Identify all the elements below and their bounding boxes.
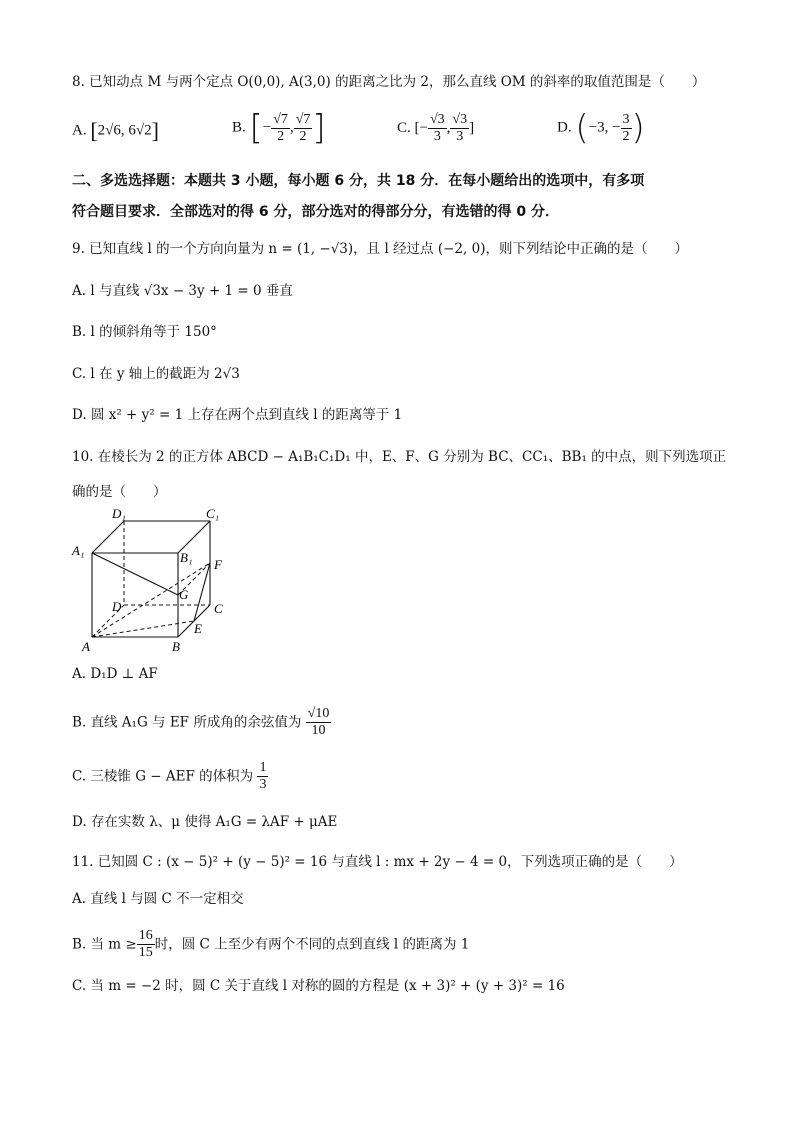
q11-b-num: 16: [138, 928, 153, 943]
q9-option-b: B. l 的倾斜角等于 150°: [72, 324, 217, 340]
q10-b-num: √10: [307, 706, 330, 721]
q8-a-label: A.: [72, 122, 87, 139]
q8-c-num1: √3: [429, 112, 445, 127]
q11-b-post: 时，圆 C 上至少有两个不同的点到直线 l 的距离为 1: [154, 936, 470, 953]
q10-option-c: [72, 760, 268, 793]
q11-option-c: C. 当 m = −2 时，圆 C 关于直线 l 对称的圆的方程是 (x + 3)² + (y + 3)² = 16: [72, 978, 565, 994]
q8-stem: 8. 已知动点 M 与两个定点 O(0,0), A(3,0) 的距离之比为 2，那么直线 OM 的斜率的取值范围是（ ）: [72, 74, 706, 90]
q10-option-b: [72, 706, 331, 739]
q11-b-den: 15: [138, 945, 153, 960]
q10-b-text: B. 直线 A₁G 与 EF 所成角的余弦值为: [72, 714, 302, 731]
q10-c-den: 3: [259, 777, 267, 792]
label-A1: A₁: [72, 543, 85, 558]
q8-c-label: C.: [397, 119, 411, 136]
q11-option-b: [72, 928, 469, 961]
label-B1: B₁: [180, 550, 193, 565]
q10-b-den: 10: [311, 723, 326, 738]
q10-option-d: D. 存在实数 λ、μ 使得 A₁G = λAF + μAE: [72, 814, 338, 830]
label-C: C: [214, 601, 223, 616]
q11-b-pre: B. 当 m ≥: [72, 936, 137, 953]
q9-option-d: D. 圆 x² + y² = 1 上存在两个点到直线 l 的距离等于 1: [72, 407, 403, 423]
cube-figure: [70, 505, 240, 655]
q9-stem: 9. 已知直线 l 的一个方向向量为 n = (1, −√3)，且 l 经过点 (−2, 0)，则下列结论中正确的是（ ）: [72, 241, 688, 257]
q8-d-num: 3: [622, 111, 630, 127]
section2-line2: 符合题目要求．全部选对的得 6 分，部分选对的得部分分，有选错的得 0 分．: [72, 204, 559, 220]
q11-option-a: A. 直线 l 与圆 C 不一定相交: [72, 891, 244, 907]
section2-line1: 二、多选选择题：本题共 3 小题，每小题 6 分，共 18 分．在每小题给出的选项中，有多项: [72, 173, 645, 189]
q8-b-den1: 2: [277, 128, 285, 144]
q10-c-num: 1: [259, 760, 267, 775]
q8-d-den: 2: [622, 128, 630, 144]
label-A: A: [82, 639, 90, 654]
q8-option-a: A. [2√6, 6√2]: [72, 118, 159, 143]
q8-a-value: 2√6, 6√2: [97, 122, 152, 139]
q11-stem: 11. 已知圆 C : (x − 5)² + (y − 5)² = 16 与直线 l : mx + 2y − 4 = 0，下列选项正确的是（ ）: [72, 854, 683, 870]
q8-b-den2: 2: [299, 128, 307, 144]
q9-option-c: C. l 在 y 轴上的截距为 2√3: [72, 366, 240, 382]
label-B: B: [172, 639, 180, 654]
q10-stem-line2: 确的是（ ）: [72, 484, 167, 500]
label-E: E: [194, 621, 202, 636]
label-D: D: [112, 599, 122, 614]
label-D1: D₁: [112, 506, 126, 521]
q8-d-label: D.: [557, 119, 572, 136]
q10-c-text: C. 三棱锥 G − AEF 的体积为: [72, 768, 254, 785]
label-F: F: [214, 557, 222, 572]
q8-b-num2: √7: [295, 111, 311, 127]
q10-stem-line1: 10. 在棱长为 2 的正方体 ABCD − A₁B₁C₁D₁ 中，E、F、G 分别为 BC、CC₁、BB₁ 的中点，则下列选项正: [72, 449, 727, 465]
q8-d-pre: −3, −: [588, 119, 621, 136]
q9-option-a: A. l 与直线 √3x − 3y + 1 = 0 垂直: [72, 283, 293, 299]
q8-option-c: C. [− $\frac{√3}{3}$ , $\frac{√3}{3}$ ]: [397, 112, 475, 144]
q8-c-den1: 3: [433, 129, 441, 144]
q10-option-a: A. D₁D ⊥ AF: [72, 666, 158, 682]
q8-c-num2: √3: [452, 112, 468, 127]
q8-b-num1: √7: [273, 111, 288, 127]
q8-option-b: B. [− $\frac{√7}{2}$ , $\frac{√7}{2}$ ]: [232, 108, 326, 148]
label-C1: C₁: [206, 506, 220, 521]
q8-c-den2: 3: [456, 129, 464, 144]
q8-b-label: B.: [232, 119, 246, 136]
q8-option-d: D. (−3, − $\frac{3}{2}$ ): [557, 108, 645, 148]
label-G: G: [179, 587, 189, 602]
